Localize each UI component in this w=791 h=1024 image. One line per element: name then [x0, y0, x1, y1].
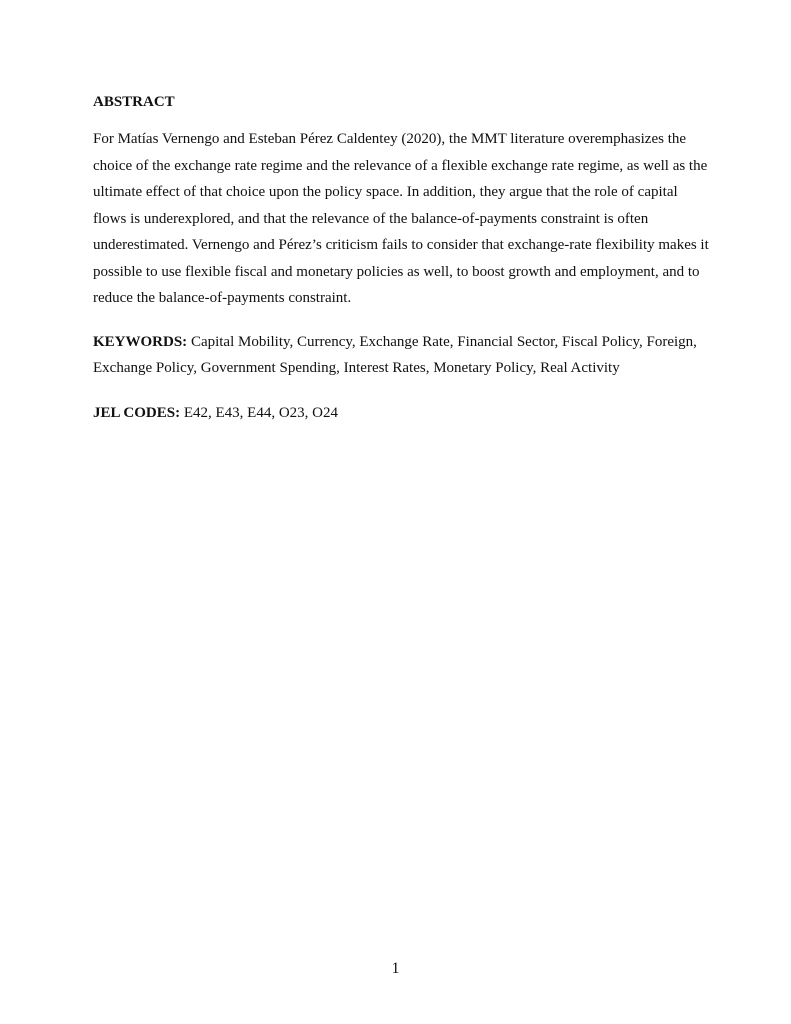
keywords-text: Capital Mobility, Currency, Exchange Rate, Financial Sector, Fiscal Policy, Foreign, Exchange Policy, Government Spending, Interest Rates, Monetary Policy, Real Activity — [93, 333, 697, 376]
keywords-label: KEYWORDS: — [93, 333, 188, 350]
abstract-page-content — [93, 92, 713, 426]
keywords-paragraph — [93, 329, 713, 382]
jel-codes-text: E42, E43, E44, O23, O24 — [183, 404, 339, 421]
jel-codes-label: JEL CODES: — [93, 404, 181, 421]
abstract-body: For Matías Vernengo and Esteban Pérez Caldentey (2020), the MMT literature overemphasizes the choice of the exchange rate regime and the relevance of a flexible exchange rate regime, as well as the ultimate effect of that choice upon the policy space. In addition, they argue that the role of capital flows is underexplored, and that the relevance of the balance-of-payments constraint is often underestimated. Vernengo and Pérez’s criticism fails to consider that exchange-rate flexibility makes it possible to use flexible fiscal and monetary policies as well, to boost growth and employment, and to reduce the balance-of-payments constraint. — [93, 131, 709, 306]
page-number: 1 — [391, 960, 400, 977]
abstract-heading: ABSTRACT — [93, 94, 175, 110]
jel-codes-paragraph — [93, 400, 713, 427]
